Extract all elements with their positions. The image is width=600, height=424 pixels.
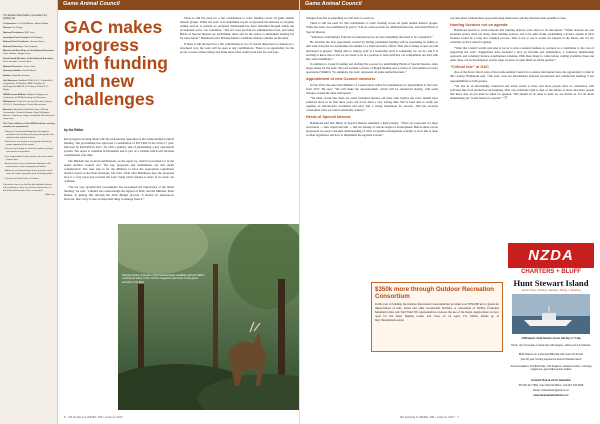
sidebar-entry-text: Peter Herbert, Rodger Sams — [3, 53, 31, 56]
sidebar-entry-label: Patrons: — [3, 27, 12, 30]
box-title: $350k more through Outdoor Recreation Consortium — [375, 286, 494, 300]
sidebar-entry-label: National Treasurer: — [3, 65, 23, 68]
sidebar-entry — [3, 27, 55, 30]
ethics-rule-text: Respect, thereby defending them the highest possible level of safety, honesty and regard to the welfare of the animals hunted. — [5, 130, 54, 139]
right-page-number: 7 — [457, 415, 459, 419]
ethics-rule: • Advocate and demonstrate these practices at all times the highest possible level of hunting ethics. — [4, 170, 54, 176]
ethics-rule: • Practice the Hunt Code of conduct. — [4, 177, 40, 180]
sidebar-entry-label: Branches: — [3, 108, 14, 111]
article-paragraph: can take place without these proposals being made more quickly than has been possible to date. — [450, 16, 567, 20]
charter-advert — [508, 243, 594, 412]
article-paragraph: Hammond said that Herds of Special Interest remained a high priority. “There are proposals for three such herds — sika, wapiti and tahr — that are already at various stages of development. Before these can be progressed we need a detailed understanding of what acceptable management actually is, how this is done to other legislation and how to implement the regional actions.” — [306, 120, 438, 137]
sidebar-entry — [3, 80, 55, 92]
sidebar-entry-label: South Island Members of the National Executive: — [3, 58, 54, 61]
article-column-2 — [180, 16, 294, 221]
sidebar-entry-text: Graeme Stone — [29, 41, 45, 44]
forest-scene-illustration — [118, 224, 300, 410]
ethics-rule-text: Advocate and demonstrate these practices at all times the highest possible level of hunting ethics. — [5, 170, 54, 176]
article-column-1 — [64, 137, 174, 225]
sidebar-entry-label: Immediate Past President: — [3, 36, 31, 39]
article-paragraph: “We are very grateful that Government has recognised the importance of the initial funding,” he said. “I should also acknowledge the support of DOC and the Minister, Peter Dunne, in getting this through the 2016 Budget process. It should be understood, however, that a levy is also an important thing to emerge from it.” — [64, 184, 174, 201]
section-label: Game Animal Council — [63, 1, 120, 7]
ad-line-3: Bluff charters on a licensed 68ft boat with cover for 20 pax — [518, 353, 584, 356]
ethics-rule-text: Practice the Hunt Code of conduct. — [5, 177, 40, 180]
sidebar-entry-text: Dr G McWilliams, Hohn Haddler — [17, 22, 49, 25]
article-paragraph: “Voluntary contributions from the recreational sector are also something that need to be considered.” — [310, 34, 433, 39]
sidebar-entry-text: Auckland, Northland, Bay of Plenty, Coromandel, Taranaki, Hawke's Bay, Wellington, Nelson, Canterbury, Otago, Southland, Westland and many more — [3, 108, 55, 121]
sidebar-entry — [3, 23, 55, 26]
sidebar-entry-text: Hyatt Associations — [12, 75, 30, 78]
article-paragraph: There is still the need for a fair contribution to GAC funding across all game animal interest groups. While the GAC was established in part to represent the interests of all game animal sectors, at present no preferred mechanism has been identified through which the recreational sector can contribute. “The Act does provide for administration fees, and when Herds of Special Interest are established, there will be the option to implement hunting fee for these herds,” Hammond said. Having hunters contribute directly remains on the table. — [180, 16, 294, 41]
article-paragraph: He said that the first opportunity created by having permanent funding will be expanding its ability to deal with everyone in a leadership role similar to a chief executive officer. This role is being scoped out and developed at present. “Being able to employ staff at a leadership level is something we can do, and it is exciting to know that at last we are about to be in a position to have staff that can complement our lead with the council members.” — [306, 40, 438, 61]
article-headline: GAC makes progress with funding and new challenges — [64, 17, 168, 109]
ethics-rule: • Not hunt or use firearms on property without the proper approval of the owner. — [4, 141, 52, 147]
code-of-ethics-intro: The Code of Ethics of this NZDA shall be, and any member are expected to: — [3, 123, 55, 129]
sidebar-entry — [3, 46, 55, 49]
ethics-rule: • Respect, thereby defending them the highest possible level of safety, honesty and regard to the welfare of the animals hunted. — [4, 130, 54, 139]
ad-brand-logo: NZDA — [508, 243, 594, 268]
right-footer — [400, 415, 459, 419]
subheading: “Critical role” of GAC — [450, 64, 489, 69]
sidebar-entry — [3, 109, 55, 121]
sidebar-entry-text: Bradford CDM, H R L, J Boxhold, B Coughlands, S E Brown, MBE, E Helder, R McDougall, W AND M, W Coleery, M Hall, E, D Wright — [3, 79, 53, 91]
right-magazine-name: NZ Hunting & Wildlife 196 • Autumn 2017 — [400, 415, 455, 419]
sidebar-entry-text: David Hobson — [22, 70, 37, 73]
box-text: In this year of funding, the Outdoor Recreation Consortium has provided over $350,000 up for grants for improvement of huts, tracks and other recreational facilities. A consortium of NZDA, Federated Mountain Clubs and Trail Fund NZ representatives oversees the use of the funds. Applications are now open for the latest funding round, and close on 14 April. For further details go to http://hutandtrack.org.nz — [375, 301, 499, 322]
sidebar-entry — [3, 37, 55, 40]
sidebar-entry — [3, 41, 55, 44]
association-sidebar — [0, 0, 58, 424]
article-paragraph: If there is still the need for a fair contribution as it is of crucial importance to hunters in a structured way, the GAC will be open to any contributions. There is an opportunity for the sector to look at these things and think about what would work best for everyone. — [180, 41, 294, 55]
ethics-rule-text: Avoid unnecessary or deliberate damage to the environment, respect property and others. — [5, 162, 52, 168]
sidebar-entry-label: National Presidents: — [3, 31, 25, 34]
photo-caption: Several photos of people in the beautiful areas available with the NZDA, covering all sides of this month’s magazine and some of the game animals in the field. — [122, 274, 205, 284]
sidebar-entry — [3, 32, 55, 35]
sidebar-lead: The Zealand Deerstalkers Association Inc (NZDA) NZ — [3, 14, 48, 21]
right-page — [300, 0, 600, 424]
ad-line-5: Accommodation: 131 Bluff Cafe, 131 dinghies, outboard motors, camping equipment, gas bottles & dive bottles — [510, 365, 592, 372]
subheading: Herds of Special Interest — [306, 114, 351, 119]
sidebar-entry-text: Ian Wright — [12, 27, 23, 30]
ad-services: Scenic Trips • Fishing • Hunting • Diving • Tramping — [521, 289, 581, 292]
sidebar-entry — [3, 50, 55, 56]
ad-title: Hunt Stewart Island — [513, 278, 589, 288]
sidebar-entry-label: Affiliated to: — [3, 101, 16, 104]
section-band — [58, 0, 300, 10]
wildlife-photo — [118, 224, 300, 410]
ad-banner: CHARTERS + BLUFF — [508, 268, 594, 277]
subheading: Appointment of new Council members — [306, 76, 376, 81]
article-paragraph: “What the Council would welcome is for us to have constant business to partners as a contributor to the cost of supporting the GAC. Suggestions have included a levy on firearms and ammunition, a voluntary membership approach, and voluntary licence contributions schemes. With these many to come before coming available, these and other ideas can be investigated. At this stage we have an open mind on all the options.” — [450, 45, 594, 63]
disclaimer: If particular views are held by the individual editors and contributors, they are not necessarily those of the National Executive of the association. — [3, 183, 52, 192]
ad-line-1: 4 Whitepine / Hutt Hunters wood, full day or ½ day — [521, 337, 581, 340]
sidebar-entry-text: Mr Walterby — [30, 36, 43, 39]
sidebar-entry-text: Hollyvet Lodging and Conference at NZDA, Hunting and Firearms — [3, 93, 48, 99]
article-paragraph: There is still the need for this contribution to GAC funding across all game animal interest groups. While the GAC was established in part to “The Act does provide for administration fees, and when Herds of Special Interest. — [306, 21, 438, 34]
ad-line-4: plus 20 year hunting experience around Stewart Island — [520, 358, 582, 361]
boat-illustration — [512, 294, 590, 334]
sidebar-entry-label: Honorary Auditor: — [3, 70, 22, 73]
section-band-right — [300, 0, 600, 10]
sidebar-entry-label: Branch and Area Reps on the National Executive: — [3, 50, 55, 53]
ad-line-2: Hunts, up to 6 people on boat trips with skipper, cabins at 13-14 Islands. — [511, 344, 591, 347]
sidebar-entry-label: Co-founders: — [3, 22, 17, 25]
ad-boat-photo — [512, 294, 590, 334]
left-page-number: 6 — [64, 415, 66, 419]
sidebar-entry — [3, 101, 55, 107]
article-paragraph: The Minister has received submissions on the report by, which is provided for in the Game Animal Council Act. The key proposals and submissions are still under consideration. The next step is for the Minister to have the appropriate regulations drafted, based on the final decisions, but GAC Chair Don Hammond says the proposed levy is a very good step towards the GAC being better funded so more of its work can continue. — [64, 158, 174, 184]
article-paragraph: In addition to Council funding and drafting the process for establishing Herds of Special Interest, other major issues for the GAC this year include a review of illegal hunting and a review of wild animal recovery operations (WARO). “In summary, the GAC represents all game animal interests.” — [306, 62, 438, 75]
section-label-right: Game Animal Council — [305, 1, 362, 7]
sidebar-entry — [3, 66, 55, 69]
ad-phone: Ph (03) 212 7894 • Fax (03) 212 8621 • Cell 027 434 5949 — [518, 384, 584, 387]
ethics-rule-text: Ensure any hunting is carried out within any legal restrictions or legislation. — [5, 148, 53, 154]
ethics-rule: • Use responsible firearms owners and arms within firearm laws. — [4, 155, 54, 161]
sidebar-entry-label: NZDA Income Affiliate: — [3, 93, 27, 96]
sidebar-entry — [3, 94, 55, 100]
outdoor-recreation-box — [371, 282, 503, 352]
article-byline: by the Editor — [64, 128, 84, 132]
sidebar-entry-label: National Secretary: — [3, 45, 23, 48]
ethics-rule-text: Use responsible firearms owners and arms within firearm laws. — [5, 155, 54, 161]
sidebar-entry-text: BBC Levy — [24, 31, 35, 34]
left-footer — [64, 415, 123, 419]
sidebar-entry — [3, 70, 55, 73]
sidebar-entry-text: Steve Hendriks, Jarred Hand — [3, 61, 32, 64]
ad-email[interactable]: Email: nzdacharters@xtra.co.nz — [533, 389, 569, 392]
sidebar-entry-label: Auditor: — [3, 75, 12, 78]
sidebar-entry-text: Chas Poynder — [23, 45, 38, 48]
sidebar-entry — [3, 58, 55, 64]
sidebar-entry-text: Council of Licensed Firearm Owners (COLFO), Game Animal Council Association — [3, 101, 52, 107]
article-column-3 — [306, 16, 438, 279]
article-paragraph: “We fully accept that there are some frustrated hunters out there who believe the GAC should have achieved more in its first three years, but it has been a very testing time. We’ve been able to really put together an introductory document and have laid a strong foundation for success. This has severely constrained what we could realistically achieve.” — [306, 96, 438, 113]
sidebar-entry-text: Steve Chett — [23, 65, 35, 68]
sidebar-entry — [3, 75, 55, 78]
article-paragraph: “We live in an increasingly connected and urban world so more and more people have no connection with activities like food production and hunting. This can contribute right to fuel as the debate as more and more people that know that do not must be taken for granted. This should be an issue to unite us, not divide us. It’s all about maintaining our ‘social licence to operate’.” ❒ — [450, 83, 594, 101]
article-paragraph: changes than this is something we will have to work on. — [306, 16, 375, 20]
article-paragraph: Hammond moved to scrub rumours that hunting licences were about to be introduced. “While licences are one potential option, there are many other funding options, and to be quite frank, establishing a licence system in New Zealand would be a long and complex process. That is not to say it would not happen in the future, but it’s not currently on the Council’s agenda. — [450, 28, 594, 45]
left-magazine-name: NZ Hunting & Wildlife 196 • Autumn 2017 — [68, 415, 123, 419]
article-paragraph: Real progress is being made with the professional operation of the Game Animal Council funding. The government has approved a contribution of $575,000 in the 2016–17 year, followed by $425,000 in 2017–18, with a primary aim of establishing a key operational system. The report is available in December and is part of a scheme which will increase contributions over time. — [64, 137, 174, 158]
ethics-rule: • Avoid unnecessary or deliberate damage to the environment, respect property and others. — [4, 162, 52, 168]
ethics-rule: • Ensure any hunting is carried out within any legal restrictions or legislation. — [4, 148, 53, 154]
ad-website[interactable]: www.huntstewartisland.co.nz — [533, 394, 569, 397]
sidebar-entry-label: Life Members: — [3, 79, 18, 82]
subheading: Hunting licences not on agenda — [450, 22, 508, 27]
sidebar-entry-label: National Vice-Presidents: — [3, 41, 30, 44]
article-paragraph: One of the most critical roles of the Game Animal Council is to ensure that hunters have the opportunity to hunt in this country, Hammond said. “The GAC does not discriminate between recreational and commercial hunting; it has responsibilities to both groups. — [450, 70, 594, 83]
article-paragraph: In late 2016, the Associate Minister of Conservation called for nominations for appointment to the GAC from 2017. He says: “We will make the announcement, which will be announced shortly, with some changes around the table anticipated.” — [306, 82, 438, 95]
signature: Alan Levy — [45, 194, 55, 197]
article-column-4 — [450, 16, 594, 241]
ethics-rule-text: Not hunt or use firearms on property without the proper approval of the owner. — [5, 141, 52, 147]
ad-contact: Contact Rob & Chris Hamilton — [530, 378, 572, 382]
